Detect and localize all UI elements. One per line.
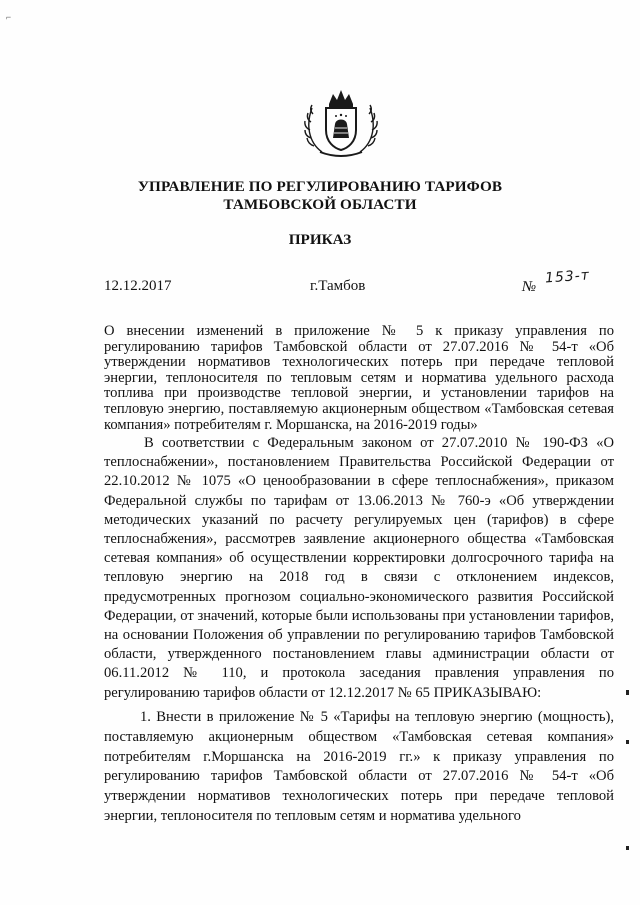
authority-name-line1: УПРАВЛЕНИЕ ПО РЕГУЛИРОВАНИЮ ТАРИФОВ — [137, 178, 503, 195]
order-number-handwritten: 153-т — [544, 267, 591, 287]
order-preamble: В соответствии с Федеральным законом от 27.07.2010 № 190-ФЗ «О теплоснабжении», постановлением Правительства Российской Федерации от 22.10.2012 № 1075 «О ценообразовании в сфере теплоснабжения», приказом Федеральной службы по тарифам от 13.06.2013 № 760-э «Об утверждении методических указаний по расчету регулируемых цен (тарифов) в сфере теплоснабжения», рассмотрев заявление акционерного общества «Тамбовская сетевая компания» об осуществлении корректировки долгосрочного тарифа на тепловую энергию на 2018 год в связи с отклонением индексов, предусмотренных прогнозом социально-экономического развития Российской Федерации, от значений, которые были использованы при установлении тарифов, на основании Положения об управлении по регулированию тарифов Тамбовской области, утвержденного постановлением главы администрации области от 06.11.2012 № 110, и протокола заседания правления управления по регулированию тарифов области от 12.12.2017 № 65 ПРИКАЗЫВАЮ: — [104, 435, 614, 701]
order-number-label: № — [522, 279, 537, 295]
order-date: 12.12.2017 — [104, 278, 172, 294]
tambov-coat-of-arms-icon — [300, 86, 382, 158]
scan-edge-mark — [626, 846, 629, 850]
order-item-1: 1. Внести в приложение № 5 «Тарифы на тепловую энергию (мощность), поставляемую акционерным обществом «Тамбовская сетевая компания» потребителям г.Моршанска на 2016-2019 гг.» к приказу управления по регулированию тарифов Тамбовской области от 27.07.2016 № 54-т «Об утверждении нормативов технологических потерь при передаче тепловой энергии, теплоносителя по тепловым сетям и норматива удельного — [104, 709, 614, 824]
scan-edge-mark — [626, 690, 629, 695]
scan-artifact-mark: ⌐ — [6, 12, 12, 22]
document-type-title: ПРИКАЗ — [288, 231, 352, 248]
authority-name-line2: ТАМБОВСКОЙ ОБЛАСТИ — [223, 196, 417, 213]
order-subject: О внесении изменений в приложение № 5 к приказу управления по регулированию тарифов Тамбовской области от 27.07.2016 № 54-т «Об утверждении нормативов технологических потерь при передаче тепловой энергии, теплоносителя по тепловым сетям и норматива удельного расхода топлива при производстве тепловой энергии, и установлении тарифов на тепловую энергию, поставляемую акционерным обществом «Тамбовская сетевая компания» потребителям г. Моршанска, на 2016-2019 годы» — [104, 323, 614, 433]
scan-edge-mark — [626, 740, 629, 744]
order-city: г.Тамбов — [310, 278, 366, 294]
